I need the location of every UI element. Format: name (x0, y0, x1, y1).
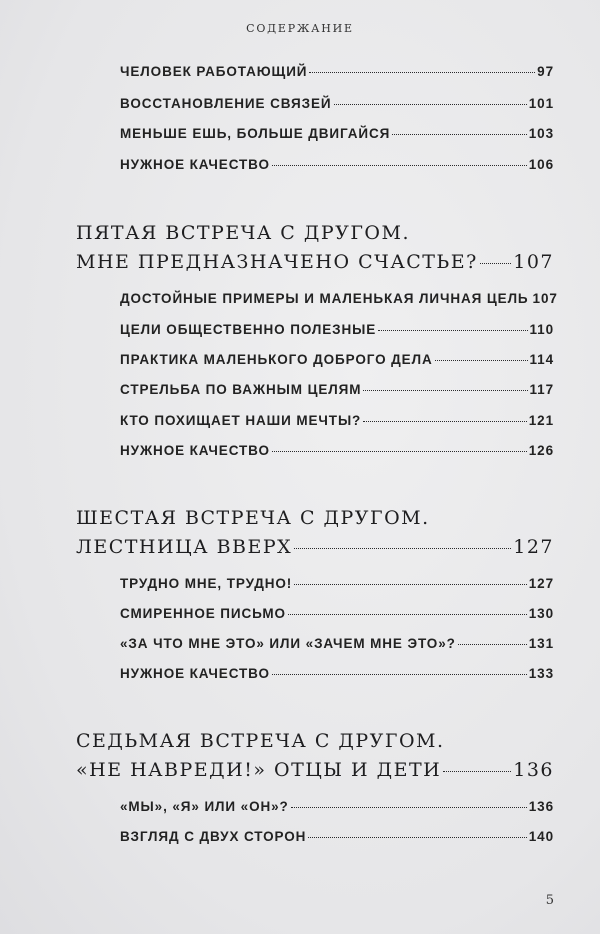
toc-entry-page: 117 (529, 382, 554, 397)
leader-dots (435, 359, 528, 361)
toc-entry (120, 636, 554, 651)
leader-dots (458, 643, 527, 645)
toc-entry-page: 140 (528, 829, 554, 844)
toc-entry-page: 103 (528, 126, 554, 141)
toc-entry-title: ПРАКТИКА МАЛЕНЬКОГО ДОБРОГО ДЕЛА (120, 352, 433, 367)
chapter-heading-entry (76, 251, 554, 273)
leader-dots (291, 806, 527, 808)
toc-entry (120, 829, 554, 844)
leader-dots (272, 164, 527, 166)
toc-entry (120, 606, 554, 621)
toc-entry-title: «ЗА ЧТО МНЕ ЭТО» ИЛИ «ЗАЧЕМ МНЕ ЭТО»? (120, 636, 456, 651)
chapter-page: 107 (513, 251, 554, 273)
leader-dots (363, 420, 527, 422)
leader-dots (294, 547, 511, 549)
toc-entry-page: 131 (528, 636, 554, 651)
toc-entry-title: НУЖНОЕ КАЧЕСТВО (120, 443, 270, 458)
toc-entry (120, 666, 554, 681)
toc-entry-title: ВОССТАНОВЛЕНИЕ СВЯЗЕЙ (120, 96, 332, 111)
toc-entry-title: ВЗГЛЯД С ДВУХ СТОРОН (120, 829, 307, 844)
toc-entry-page: 114 (529, 352, 554, 367)
toc-entry-page: 97 (537, 64, 554, 79)
chapter-title: МНЕ ПРЕДНАЗНАЧЕНО СЧАСТЬЕ? (76, 251, 478, 273)
chapter-heading: СЕДЬМАЯ ВСТРЕЧА С ДРУГОМ. (76, 730, 445, 752)
leader-dots (480, 262, 511, 264)
toc-entry-title: КТО ПОХИЩАЕТ НАШИ МЕЧТЫ? (120, 413, 362, 428)
toc-entry-page: 130 (528, 606, 554, 621)
toc-entry (120, 576, 554, 591)
chapter-title: «НЕ НАВРЕДИ!» ОТЦЫ И ДЕТИ (76, 759, 442, 781)
running-head: СОДЕРЖАНИЕ (246, 22, 354, 35)
leader-dots (392, 133, 527, 135)
chapter-page: 136 (513, 759, 554, 781)
toc-entry-title: СТРЕЛЬБА ПО ВАЖНЫМ ЦЕЛЯМ (120, 382, 362, 397)
toc-entry-title: МЕНЬШЕ ЕШЬ, БОЛЬШЕ ДВИГАЙСЯ (120, 126, 391, 141)
toc-entry-title: ЧЕЛОВЕК РАБОТАЮЩИЙ (120, 64, 308, 79)
toc-entry-page: 106 (528, 157, 554, 172)
toc-entry-page: 127 (528, 576, 554, 591)
toc-entry (120, 413, 554, 428)
leader-dots (378, 329, 527, 331)
chapter-heading: ПЯТАЯ ВСТРЕЧА С ДРУГОМ. (76, 222, 410, 244)
chapter-heading: ШЕСТАЯ ВСТРЕЧА С ДРУГОМ. (76, 507, 430, 529)
chapter-page: 127 (513, 536, 554, 558)
leader-dots (272, 673, 527, 675)
leader-dots (443, 770, 511, 772)
leader-dots (363, 389, 527, 391)
toc-entry (120, 291, 558, 306)
toc-entry-page: 121 (528, 413, 554, 428)
toc-entry-page: 101 (528, 96, 554, 111)
leader-dots (272, 450, 527, 452)
toc-entry-page: 126 (528, 443, 554, 458)
chapter-heading-entry (76, 759, 554, 781)
toc-entry (120, 382, 554, 397)
toc-entry-page: 136 (528, 799, 554, 814)
leader-dots (288, 613, 527, 615)
toc-entry (120, 443, 554, 458)
toc-entry-page: 133 (528, 666, 554, 681)
toc-entry (120, 96, 554, 111)
toc-entry-title: НУЖНОЕ КАЧЕСТВО (120, 666, 270, 681)
toc-entry-title: НУЖНОЕ КАЧЕСТВО (120, 157, 270, 172)
toc-entry (120, 322, 554, 337)
toc-entry-title: ДОСТОЙНЫЕ ПРИМЕРЫ И МАЛЕНЬКАЯ ЛИЧНАЯ ЦЕЛЬ (120, 291, 529, 306)
toc-entry (120, 64, 554, 79)
leader-dots (309, 71, 535, 73)
toc-entry-page: 107 (532, 291, 558, 306)
toc-entry (120, 352, 554, 367)
toc-entry (120, 126, 554, 141)
toc-entry-title: ТРУДНО МНЕ, ТРУДНО! (120, 576, 293, 591)
leader-dots (294, 583, 527, 585)
toc-entry-page: 110 (529, 322, 554, 337)
leader-dots (308, 836, 526, 838)
page-number: 5 (545, 893, 554, 908)
toc-entry-title: «МЫ», «Я» ИЛИ «ОН»? (120, 799, 289, 814)
toc-entry (120, 157, 554, 172)
toc-entry-title: СМИРЕННОЕ ПИСЬМО (120, 606, 286, 621)
chapter-heading-entry (76, 536, 554, 558)
toc-entry-title: ЦЕЛИ ОБЩЕСТВЕННО ПОЛЕЗНЫЕ (120, 322, 377, 337)
toc-entry (120, 799, 554, 814)
chapter-title: ЛЕСТНИЦА ВВЕРХ (76, 536, 293, 558)
leader-dots (334, 103, 527, 105)
